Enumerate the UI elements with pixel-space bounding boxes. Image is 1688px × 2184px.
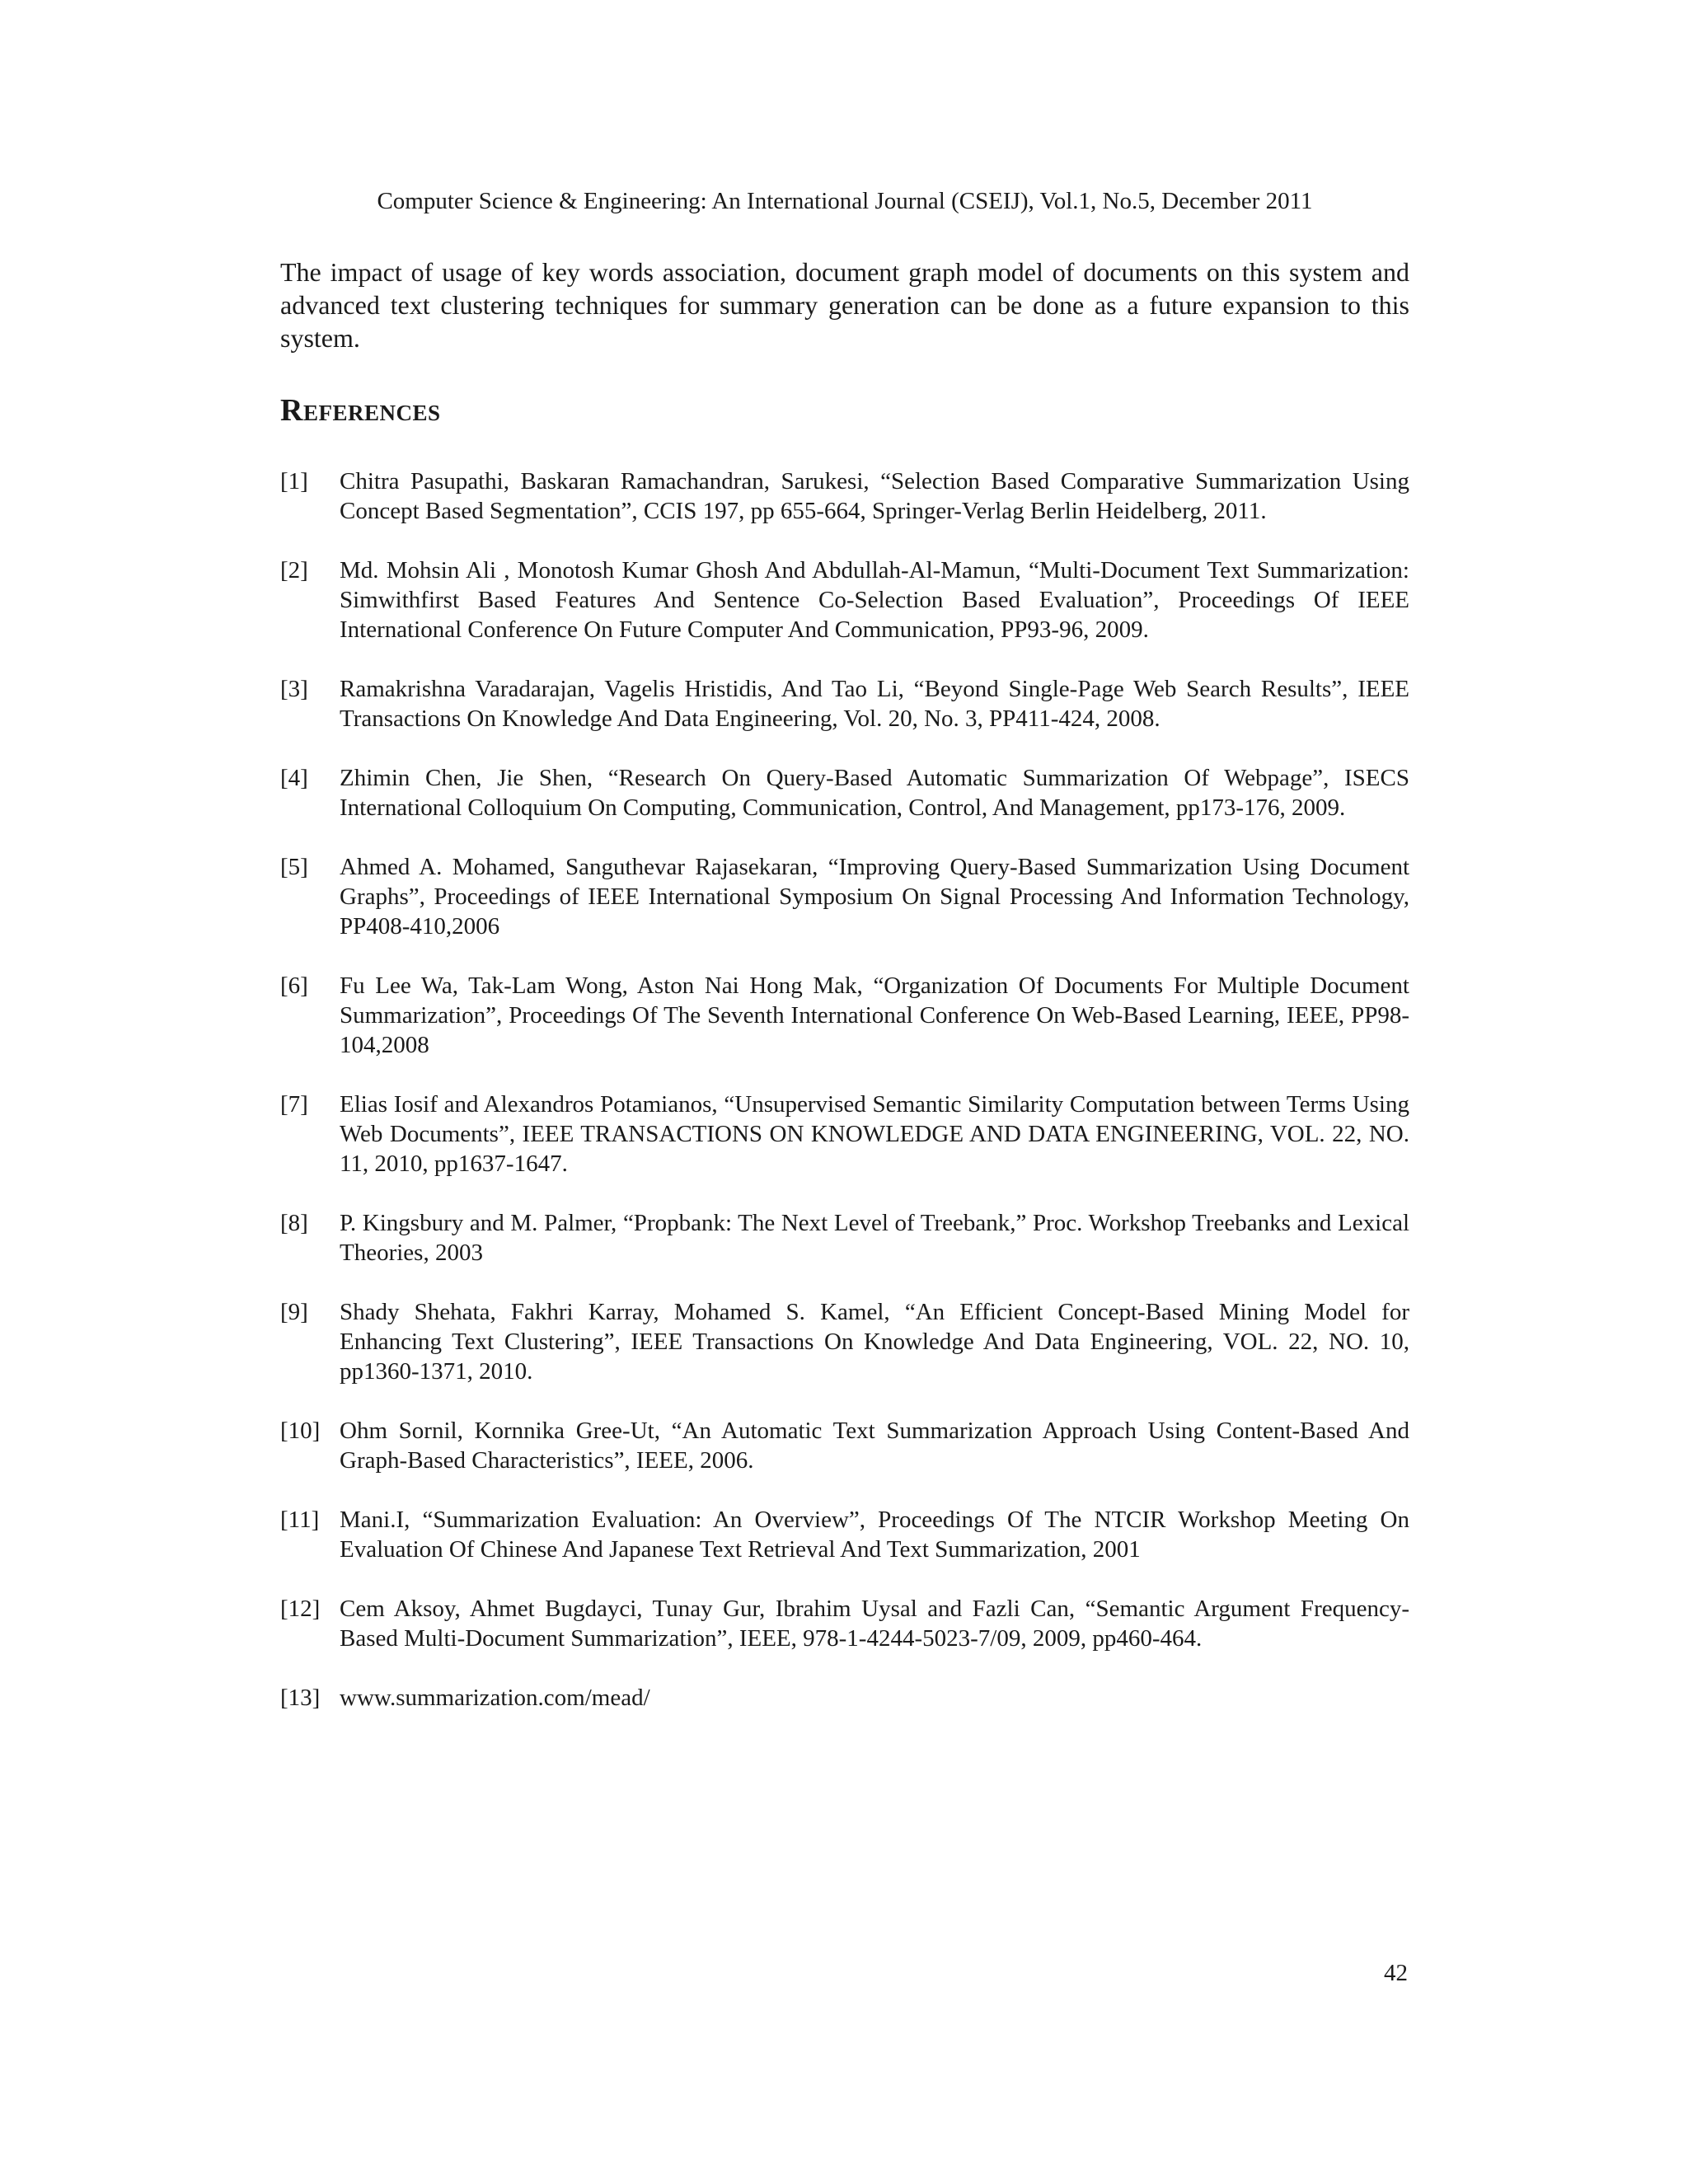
- reference-number: [5]: [280, 854, 308, 880]
- reference-number: [4]: [280, 765, 308, 791]
- page-number: 42: [1384, 1960, 1408, 1986]
- intro-paragraph: The impact of usage of key words association, document graph model of documents on this system and advanced text clustering techniques for summary generation can be done as a future expansion to this system.: [280, 257, 1409, 353]
- reference-number: [12]: [280, 1596, 321, 1622]
- reference-text: P. Kingsbury and M. Palmer, “Propbank: The Next Level of Treebank,” Proc. Workshop Treebanks and Lexical Theories, 2003: [340, 1210, 1409, 1266]
- running-header: Computer Science & Engineering: An International Journal (CSEIJ), Vol.1, No.5, December 2011: [377, 188, 1313, 214]
- reference-item: [280, 555, 1409, 644]
- reference-text: Cem Aksoy, Ahmet Bugdayci, Tunay Gur, Ibrahim Uysal and Fazli Can, “Semantic Argument Frequency-Based Multi-Document Summarization”, IEEE, 978-1-4244-5023-7/09, 2009, pp460-464.: [340, 1596, 1409, 1652]
- reference-text: Elias Iosif and Alexandros Potamianos, “Unsupervised Semantic Similarity Computation between Terms Using Web Documents”, IEEE TRANSACTIONS ON KNOWLEDGE AND DATA ENGINEERING, VOL. 22, NO. 11, 2010, pp1637-1647.: [340, 1091, 1409, 1177]
- reference-text: Ramakrishna Varadarajan, Vagelis Hristidis, And Tao Li, “Beyond Single-Page Web Search Results”, IEEE Transactions On Knowledge And Data Engineering, Vol. 20, No. 3, PP411-424, 2008.: [340, 676, 1409, 732]
- reference-number: [6]: [280, 972, 308, 999]
- reference-item: [280, 763, 1409, 823]
- reference-item: [280, 852, 1409, 941]
- reference-item: [280, 1208, 1409, 1268]
- reference-item: [280, 971, 1409, 1060]
- reference-text: Chitra Pasupathi, Baskaran Ramachandran, Sarukesi, “Selection Based Comparative Summarization Using Concept Based Segmentation”, CCIS 197, pp 655-664, Springer-Verlag Berlin Heidelberg, 2011.: [340, 468, 1409, 524]
- reference-item: [280, 1594, 1409, 1653]
- reference-number: [7]: [280, 1091, 308, 1118]
- reference-number: [11]: [280, 1507, 320, 1533]
- reference-text: Shady Shehata, Fakhri Karray, Mohamed S. Kamel, “An Efficient Concept-Based Mining Model for Enhancing Text Clustering”, IEEE Transactions On Knowledge And Data Engineering, VOL. 22, NO. 10, pp1360-1371, 2010.: [340, 1299, 1409, 1385]
- reference-item: [280, 1683, 1409, 1713]
- reference-item: [280, 1416, 1409, 1475]
- reference-item: [280, 1090, 1409, 1179]
- references-heading: References: [280, 393, 441, 428]
- reference-number: [2]: [280, 557, 308, 583]
- reference-text: Ahmed A. Mohamed, Sanguthevar Rajasekaran, “Improving Query-Based Summarization Using Document Graphs”, Proceedings of IEEE International Symposium On Signal Processing And Information Technology, PP408-410,2006: [340, 854, 1409, 940]
- reference-item: [280, 466, 1409, 526]
- reference-number: [9]: [280, 1299, 308, 1325]
- reference-text: Md. Mohsin Ali , Monotosh Kumar Ghosh And Abdullah-Al-Mamun, “Multi-Document Text Summarization: Simwithfirst Based Features And Sentence Co-Selection Based Evaluation”, Proceedings Of IEEE International Conference On Future Computer And Communication, PP93-96, 2009.: [340, 557, 1409, 643]
- reference-text: Mani.I, “Summarization Evaluation: An Overview”, Proceedings Of The NTCIR Workshop Meeting On Evaluation Of Chinese And Japanese Text Retrieval And Text Summarization, 2001: [340, 1507, 1409, 1563]
- reference-number: [8]: [280, 1210, 308, 1236]
- reference-url[interactable]: www.summarization.com/mead/: [340, 1685, 650, 1711]
- reference-number: [13]: [280, 1685, 321, 1711]
- reference-item: [280, 1505, 1409, 1564]
- reference-item: [280, 674, 1409, 733]
- reference-text: Zhimin Chen, Jie Shen, “Research On Query-Based Automatic Summarization Of Webpage”, ISECS International Colloquium On Computing, Communication, Control, And Management, pp173-176, 2009.: [340, 765, 1409, 821]
- reference-item: [280, 1297, 1409, 1386]
- reference-number: [10]: [280, 1418, 321, 1444]
- reference-text: Fu Lee Wa, Tak-Lam Wong, Aston Nai Hong Mak, “Organization Of Documents For Multiple Document Summarization”, Proceedings Of The Seventh International Conference On Web-Based Learning, IEEE, PP98-104,2008: [340, 972, 1409, 1058]
- references-list: [280, 466, 1409, 1742]
- reference-number: [1]: [280, 468, 308, 494]
- reference-number: [3]: [280, 676, 308, 702]
- reference-text: Ohm Sornil, Kornnika Gree-Ut, “An Automatic Text Summarization Approach Using Content-Based And Graph-Based Characteristics”, IEEE, 2006.: [340, 1418, 1409, 1474]
